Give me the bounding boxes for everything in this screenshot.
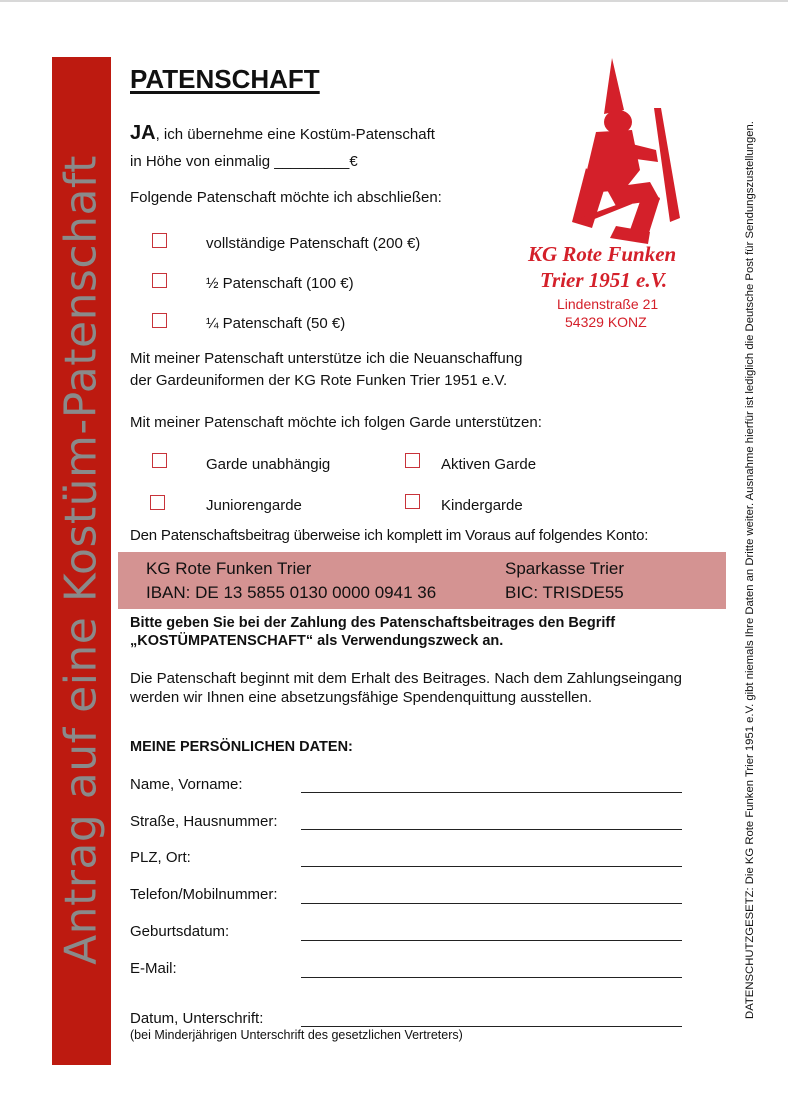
- checkbox-quarter-sponsorship[interactable]: [152, 313, 167, 328]
- checkbox-half-sponsorship[interactable]: [152, 273, 167, 288]
- garde-prompt: Mit meiner Patenschaft möchte ich folgen Garde unterstützen:: [130, 414, 542, 431]
- field-input-street[interactable]: [301, 829, 682, 830]
- field-label-phone: Telefon/Mobilnummer:: [130, 886, 278, 903]
- info-line-1: Die Patenschaft beginnt mit dem Erhalt des Beitrages. Nach dem Zahlungseingang: [130, 670, 682, 687]
- field-input-email[interactable]: [301, 977, 682, 978]
- bank-holder: KG Rote Funken Trier: [146, 559, 312, 578]
- bank-name: Sparkasse Trier: [505, 559, 625, 578]
- sidebar-title: Antrag auf eine Kostüm-Patenschaft: [55, 155, 107, 965]
- garde-label-junioren: Juniorengarde: [206, 497, 302, 514]
- checkbox-garde-unabhaengig[interactable]: [152, 453, 167, 468]
- ja-label: JA: [130, 122, 156, 144]
- option-label-half: ½ Patenschaft (100 €): [206, 275, 354, 292]
- bank-details-box: [118, 552, 726, 609]
- field-label-name: Name, Vorname:: [130, 776, 243, 793]
- support-text-line-1: Mit meiner Patenschaft unterstütze ich die Neuanschaffung: [130, 350, 523, 367]
- logo-city: 54329 KONZ: [565, 314, 647, 330]
- info-line-2: werden wir Ihnen eine absetzungsfähige Spendenquittung ausstellen.: [130, 689, 592, 706]
- logo-name-line-1: KG Rote Funken: [528, 242, 677, 266]
- option-label-quarter: ¼ Patenschaft (50 €): [206, 315, 346, 332]
- note-line-1: Bitte geben Sie bei der Zahlung des Patenschaftsbeitrages den Begriff: [130, 615, 616, 631]
- intro-line-1: [130, 122, 435, 145]
- field-input-phone[interactable]: [301, 903, 682, 904]
- field-input-name[interactable]: [301, 792, 682, 793]
- field-label-email: E-Mail:: [130, 960, 177, 977]
- garde-label-unabhaengig: Garde unabhängig: [206, 456, 331, 473]
- bank-bic: BIC: TRISDE55: [505, 583, 624, 602]
- field-label-birthdate: Geburtsdatum:: [130, 923, 230, 940]
- intro-line-1-text: , ich übernehme eine Kostüm-Patenschaft: [155, 126, 435, 143]
- logo-street: Lindenstraße 21: [557, 296, 659, 312]
- funken-soldier-icon: [520, 50, 720, 250]
- field-label-signature: Datum, Unterschrift:: [130, 1010, 264, 1027]
- personal-heading: MEINE PERSÖNLICHEN DATEN:: [130, 739, 353, 755]
- club-logo: [520, 50, 720, 340]
- field-input-signature[interactable]: [301, 1026, 682, 1027]
- checkbox-kindergarde[interactable]: [405, 494, 420, 509]
- checkbox-full-sponsorship[interactable]: [152, 233, 167, 248]
- signature-note: (bei Minderjährigen Unterschrift des gesetzlichen Vertreters): [130, 1028, 463, 1042]
- checkbox-juniorengarde[interactable]: [150, 495, 165, 510]
- garde-label-kinder: Kindergarde: [441, 497, 523, 514]
- field-label-zip-city: PLZ, Ort:: [130, 849, 191, 866]
- page-title: PATENSCHAFT: [130, 64, 320, 94]
- field-input-zip-city[interactable]: [301, 866, 682, 867]
- garde-label-aktiven: Aktiven Garde: [441, 456, 537, 473]
- checkbox-aktiven-garde[interactable]: [405, 453, 420, 468]
- option-label-full: vollständige Patenschaft (200 €): [206, 235, 421, 252]
- logo-name-line-2: Trier 1951 e.V.: [540, 268, 668, 292]
- support-text-line-2: der Gardeuniformen der KG Rote Funken Trier 1951 e.V.: [130, 372, 508, 389]
- bank-iban: IBAN: DE 13 5855 0130 0000 0941 36: [146, 583, 437, 602]
- amount-line[interactable]: in Höhe von einmalig _________€: [130, 153, 358, 170]
- note-line-2: „KOSTÜMPATENSCHAFT“ als Verwendungszweck an.: [130, 633, 504, 649]
- privacy-notice: DATENSCHUTZGESETZ: Die KG Rote Funken Trier 1951 e.V. gibt niemals Ihre Daten an Dritte weiter. Ausnahme hierfür ist lediglich die Deutsche Post für Sendungszustellungen.: [744, 121, 756, 1019]
- field-input-birthdate[interactable]: [301, 940, 682, 941]
- page-top-border: [0, 0, 788, 2]
- options-prompt: Folgende Patenschaft möchte ich abschließen:: [130, 189, 442, 206]
- field-label-street: Straße, Hausnummer:: [130, 813, 278, 830]
- transfer-text: Den Patenschaftsbeitrag überweise ich komplett im Voraus auf folgendes Konto:: [130, 527, 649, 544]
